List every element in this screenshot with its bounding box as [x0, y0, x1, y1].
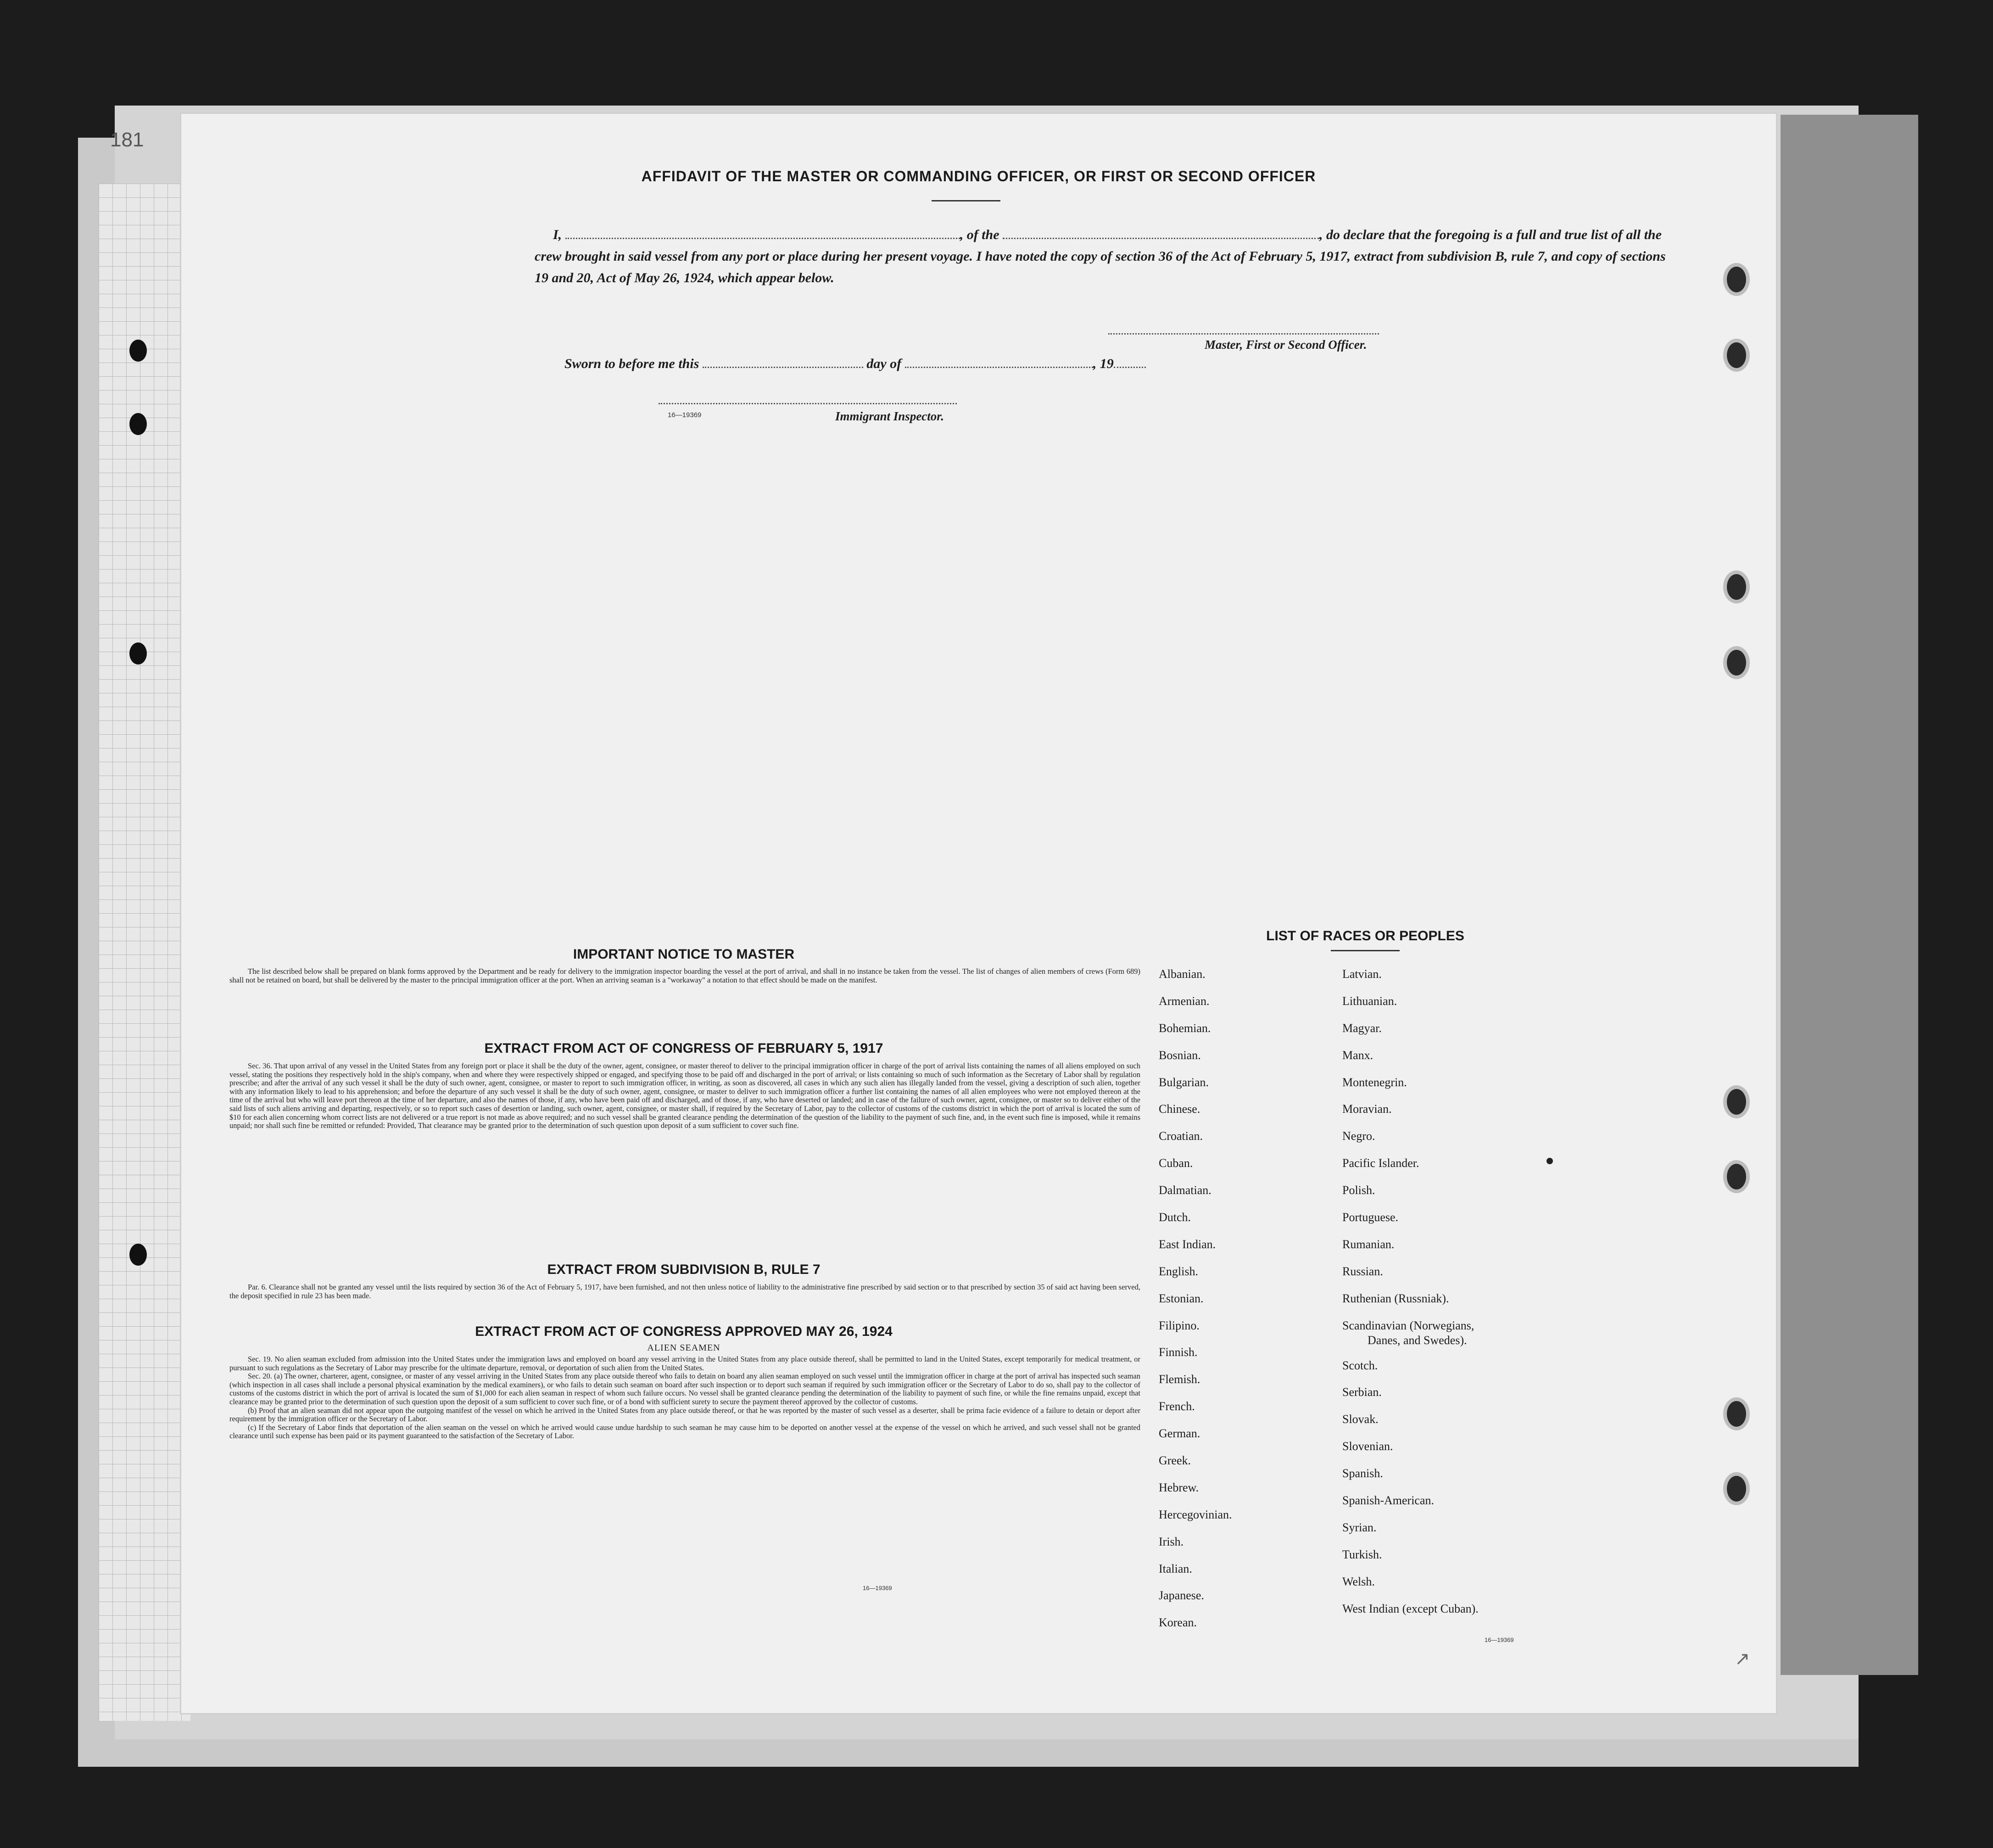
extract-1924-title: EXTRACT FROM ACT OF CONGRESS APPROVED MAY 26, 1924	[475, 1324, 893, 1339]
name-field[interactable]	[565, 238, 960, 239]
decl-start: I,	[553, 227, 562, 242]
race-item: Russian.	[1342, 1264, 1383, 1278]
race-item: Magyar.	[1342, 1021, 1382, 1035]
sworn-day-field[interactable]	[703, 367, 863, 368]
race-item: Syrian.	[1342, 1520, 1377, 1534]
race-item: Greek.	[1159, 1454, 1191, 1468]
binder-hole	[129, 1244, 147, 1266]
sworn-year: , 19	[1093, 356, 1114, 371]
race-item: Chinese.	[1159, 1102, 1200, 1116]
race-item: Pacific Islander.	[1342, 1156, 1419, 1170]
affidavit-title: AFFIDAVIT OF THE MASTER OR COMMANDING OFFICER, OR FIRST OR SECOND OFFICER	[641, 168, 1316, 184]
extract-rule7-text	[229, 1283, 1140, 1300]
decl-of: , of the	[960, 227, 999, 242]
races-title: LIST OF RACES OR PEOPLES	[1266, 928, 1464, 944]
race-item: Turkish.	[1342, 1547, 1382, 1561]
binder-hole	[129, 413, 147, 435]
extract-1917-text	[229, 1062, 1140, 1130]
sworn-month-field[interactable]	[905, 367, 1093, 368]
notice-text	[229, 967, 1140, 984]
race-item: Italian.	[1159, 1562, 1192, 1575]
section-20c-paragraph: (c) If the Secretary of Labor finds that deportation of the alien seaman on the vessel on which he arrived would cause undue hardship to such seaman he may cause him to be deported on another vessel at the expense of the vessel on which he arrived, and such vessel shall not be granted clearance until such expense has been paid or its payment guaranteed to the satisfaction of the Secretary of Labor.	[229, 1423, 1140, 1440]
race-item: Albanian.	[1159, 967, 1206, 981]
binder-hole	[1723, 1160, 1750, 1193]
section-20a-paragraph: Sec. 20. (a) The owner, charterer, agent, consignee, or master of any vessel arriving in the United States from any place outside thereof who fails to detain on board any alien seaman employed on such vessel until the immigration officer in charge at the port of arrival has inspected such seaman (which inspection in all cases shall include a personal physical examination by the medical examiners), or who fails to detain such seaman on board after such inspection or to deport such seaman if required by such immigration officer or the Secretary of Labor to do so, shall pay to the collector of customs of the customs district in which the port of arrival is located the sum of $1,000 for each alien seaman in respect of whom such failure occurs. No vessel shall be granted clearance pending the determination of the liability to payment of such fine, or while the fine remains unpaid, except that clearance may be granted prior to the determination of such question upon the deposit of a sum sufficient to cover such fine, or of a bond with sufficient surety to secure the payment thereof approved by the collector of customs.	[229, 1372, 1140, 1406]
form-number: 16—19369	[863, 1585, 892, 1591]
binder-hole	[1723, 339, 1750, 372]
race-item: Spanish.	[1342, 1467, 1383, 1480]
race-item: Polish.	[1342, 1184, 1375, 1197]
race-item: Bosnian.	[1159, 1048, 1201, 1062]
binder-hole	[129, 642, 147, 664]
race-item: Finnish.	[1159, 1346, 1198, 1359]
section-19-paragraph: Sec. 19. No alien seaman excluded from admission into the United States under the immigration laws and employed on board any vessel arriving in the United States from any place outside thereof, shall be permitted to land in the United States, except temporarily for medical treatment, or pursuant to such regulations as the Secretary of Labor may prescribe for the ultimate departure, removal, or deportation of such alien from the United States.	[229, 1355, 1140, 1372]
signature-line[interactable]	[1108, 333, 1379, 335]
race-item: Latvian.	[1342, 967, 1382, 981]
section-20b-paragraph: (b) Proof that an alien seaman did not appear upon the outgoing manifest of the vessel on which he arrived in the United States from any place outside thereof, or that he was reported by the master of such vessel as a deserter, shall be prima facie evidence of a failure to detain or deport after requirement by the immigration officer or the Secretary of Labor.	[229, 1406, 1140, 1424]
sworn-year-field[interactable]	[1114, 367, 1146, 368]
race-item: Filipino.	[1159, 1318, 1200, 1332]
race-item: Dutch.	[1159, 1211, 1191, 1224]
binder-hole	[129, 340, 147, 362]
notice-title: IMPORTANT NOTICE TO MASTER	[573, 947, 795, 962]
race-item: Japanese.	[1159, 1589, 1204, 1602]
vessel-field[interactable]	[1003, 238, 1319, 239]
title-rule	[932, 200, 1000, 201]
race-item: Serbian.	[1342, 1385, 1382, 1399]
form-number: 16—19369	[668, 411, 702, 419]
race-item: Spanish-American.	[1342, 1494, 1435, 1507]
races-left-column	[1159, 967, 1342, 1643]
race-item: Flemish.	[1159, 1373, 1200, 1386]
binder-hole	[1723, 1472, 1750, 1505]
race-item: Manx.	[1342, 1048, 1373, 1062]
race-item: German.	[1159, 1427, 1200, 1440]
inspector-label: Immigrant Inspector.	[835, 409, 944, 423]
signature-label: Master, First or Second Officer.	[1205, 338, 1367, 352]
extract-rule7-title: EXTRACT FROM SUBDIVISION B, RULE 7	[547, 1262, 821, 1277]
race-item: Korean.	[1159, 1616, 1197, 1630]
background-sheet-edge	[1781, 115, 1918, 1675]
rule7-paragraph: Par. 6. Clearance shall not be granted any vessel until the lists required by section 36 of the Act of February 5, 1917, have been furnished, and not then unless notice of liability to the administrative fine prescribed by said section or to that prescribed by section 35 of said act having been served, the deposit specified in rule 23 has been made.	[229, 1283, 1140, 1300]
declaration-text	[535, 224, 1677, 289]
document-page	[181, 114, 1776, 1713]
race-item: Estonian.	[1159, 1291, 1204, 1305]
race-item: Welsh.	[1342, 1574, 1375, 1588]
race-item: Croatian.	[1159, 1129, 1203, 1143]
decl-declare: , do declare	[1319, 227, 1385, 242]
notice-paragraph: The list described below shall be prepared on blank forms approved by the Department and be ready for delivery to the immigration inspector boarding the vessel at the port of arrival, and shall in no instance be taken from the vessel. The list of changes of alien members of crews (Form 689) shall not be retained on board, but shall be delivered by the master to the principal immigration officer at the port. When an arriving seaman is a "workaway" a notation to that effect should be made on the manifest.	[229, 967, 1140, 984]
inspector-signature-line[interactable]	[659, 403, 957, 404]
title-rule	[1331, 950, 1400, 951]
race-item: West Indian (except Cuban).	[1342, 1602, 1479, 1615]
race-item: Bulgarian.	[1159, 1075, 1209, 1089]
race-item: Rumanian.	[1342, 1237, 1395, 1251]
sworn-line	[564, 356, 1146, 372]
binder-hole	[1723, 263, 1750, 296]
race-item: Scotch.	[1342, 1358, 1378, 1372]
race-item: Moravian.	[1342, 1102, 1392, 1116]
race-item: Slovenian.	[1342, 1440, 1393, 1453]
race-item: Portuguese.	[1342, 1211, 1399, 1224]
race-item: Armenian.	[1159, 994, 1210, 1008]
race-item: Negro.	[1342, 1129, 1375, 1143]
race-item: East Indian.	[1159, 1237, 1216, 1251]
race-item: French.	[1159, 1400, 1195, 1413]
race-item: Danes, and Swedes).	[1368, 1333, 1467, 1347]
binder-hole	[1723, 1397, 1750, 1430]
extract-1924-text	[229, 1355, 1140, 1440]
grid-paper	[99, 184, 190, 1721]
race-item: Lithuanian.	[1342, 994, 1397, 1008]
races-right-column	[1342, 967, 1627, 1629]
race-item: Dalmatian.	[1159, 1184, 1211, 1197]
race-item: Montenegrin.	[1342, 1075, 1407, 1089]
sworn-day-label: day of	[866, 356, 902, 371]
race-item: Bohemian.	[1159, 1021, 1211, 1035]
extract-1917-title: EXTRACT FROM ACT OF CONGRESS OF FEBRUARY 5, 1917	[484, 1041, 883, 1056]
pencil-mark: ↗	[1735, 1649, 1750, 1669]
decl-body: that the foregoing is a full and true list of all the crew brought in said vessel from any port or place during her present voyage. I have noted the copy of section 36 of the Act of February 5, 1917, extract from subdivision B, rule 7, and copy of sections 19 and 20, Act of May 26, 1924, which appear below.	[535, 227, 1666, 285]
alien-seamen-subtitle: ALIEN SEAMEN	[647, 1343, 720, 1353]
form-number: 16—19369	[1485, 1636, 1514, 1643]
sworn-start: Sworn to before me this	[564, 356, 699, 371]
race-item: Cuban.	[1159, 1156, 1193, 1170]
binder-hole	[1723, 646, 1750, 679]
binder-hole	[1723, 570, 1750, 603]
race-item: English.	[1159, 1264, 1198, 1278]
section-36-paragraph: Sec. 36. That upon arrival of any vessel in the United States from any foreign port or place it shall be the duty of the owner, agent, consignee, or master thereof to deliver to the principal immigration officer in charge of the port of arrival lists containing the names of all aliens employed on such vessel, stating the positions they respectively hold in the ship's company, when and where they were respectively shipped or engaged, and specifying those to be paid off and discharged in the port of arrival; or lists containing so much of such information as the Secretary of Labor shall by regulation prescribe; and after the arrival of any such vessel it shall be the duty of such owner, agent, consignee, or master to report to such immigration officer, in writing, as soon as discovered, all cases in which any such alien has illegally landed from the vessel, giving a description of such alien, together with any information likely to lead to his apprehension; and before the departure of any such vessel it shall be the duty of such owner, agent, consignee, or master to deliver to such immigration officer a further list containing the names of all alien employees who were not employed thereon at the time of the arrival but who will leave port thereon at the time of her departure, and also the names of those, if any, who have been paid off and discharged, and of those, if any, who have deserted or landed; and in case of the failure of such owner, agent, consignee, or master so to deliver either of the said lists of such aliens arriving and departing, respectively, or so to report such cases of desertion or landing, such owner, agent, consignee, or master shall, if required by the Secretary of Labor, pay to the collector of customs of the customs district in which the port of arrival is located the sum of $10 for each alien concerning whom correct lists are not delivered or a true report is not made as above required; and no such vessel shall be granted clearance pending the determination of the question of the liability to the payment of such fine, and, in the event such fine is imposed, while it remains unpaid; nor shall such fine be remitted or refunded: Provided, That clearance may be granted prior to the determination of such question upon deposit of a sum sufficient to cover such fine.	[229, 1061, 1140, 1130]
binder-hole	[1723, 1085, 1750, 1118]
race-item: Ruthenian (Russniak).	[1342, 1291, 1449, 1305]
race-item: Hercegovinian.	[1159, 1507, 1232, 1521]
pencil-mark: 181	[110, 128, 144, 151]
race-item: Scandinavian (Norwegians,	[1342, 1318, 1474, 1332]
race-item: Hebrew.	[1159, 1480, 1199, 1494]
race-item: Irish.	[1159, 1535, 1184, 1548]
ink-spot	[1546, 1158, 1553, 1164]
race-item: Slovak.	[1342, 1413, 1379, 1426]
